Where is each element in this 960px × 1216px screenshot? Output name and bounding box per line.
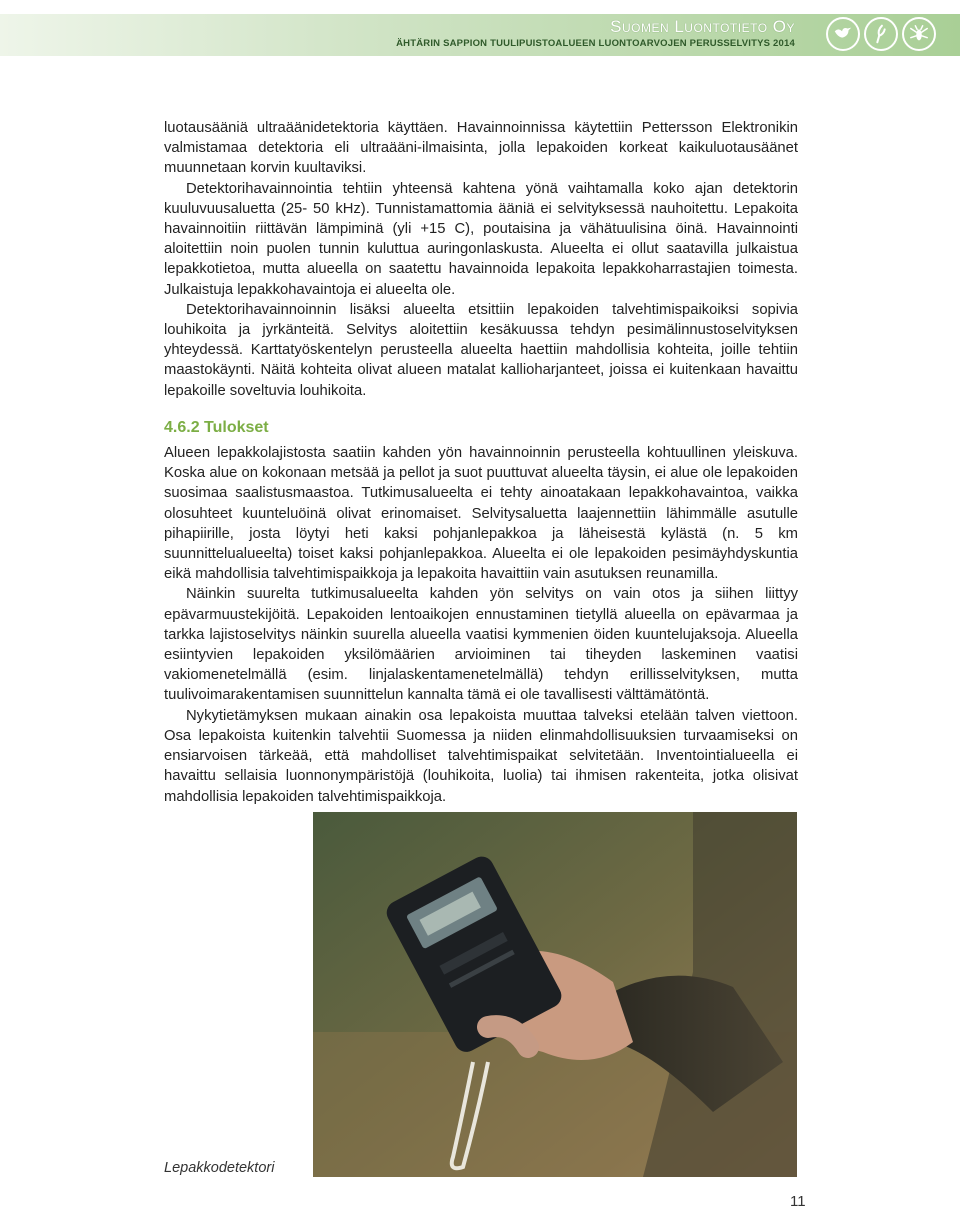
insect-logo-icon [902, 17, 936, 51]
intro-paragraph-2: Detektorihavainnointia tehtiin yhteensä kahtena yönä vaihtamalla koko ajan detektorin kuuluvuusaluetta (25- 50 kHz). Tunnistamattomia ääniä ei selvityksessä nauhoitettu. Lepakoita havainnoitiin riittävän lämpiminä (yli +15 C), poutaisina ja vähätuulisina öinä. Havainnointi aloitettiin noin puolen tunnin kuluttua auringonlaskusta. Alueelta ei ollut saatavilla julkaistua lepakkotietoa, mutta alueella on saatettu havainnoida lepakoita lepakkoharrastajien toimesta. Julkaistuja lepakkohavaintoja ei alueelta ole. [164, 180, 798, 298]
figure-caption: Lepakkodetektori [164, 1160, 275, 1176]
section-heading: 4.6.2 Tulokset [164, 418, 269, 436]
page-header [0, 14, 960, 56]
intro-paragraph-3: Detektorihavainnoinnin lisäksi alueelta etsittiin lepakoiden talvehtimispaikoiksi sopivia louhikoita ja jyrkänteitä. Selvitys aloitettiin kesäkuussa tehdyn pesimälinnustoselvityksen yhteydessä. Karttatyöskentelyn perusteella alueelta haettiin mahdollisia kohteita, joille tehtiin maastokäynti. Näitä kohteita olivat alueen matalat kallioharjanteet, joissa ei kuitenkaan havaittu lepakoille soveltuvia louhikoita. [164, 301, 798, 399]
intro-paragraph-1: luotausääniä ultraäänidetektoria käyttäen. Havainnoinnissa käytettiin Pettersson Elektronikin valmistamaa detektoria eli ultraääni-ilmaisinta, jolla lepakoiden korkeat kaikuluotausäänet muunnetaan korvin kuultaviksi. [164, 120, 798, 177]
logo-group [826, 17, 936, 51]
page-number: 11 [790, 1193, 806, 1210]
results-paragraph-3: Nykytietämyksen mukaan ainakin osa lepakoista muuttaa talveksi etelään talven viettoon. Osa lepakoista kuitenkin talvehtii Suomessa ja niiden elinmahdollisuuksien turvaamiseksi on ensiarvoisen tärkeää, että mahdolliset talvehtimispaikat selvitetään. Inventointialueella ei havaittu sellaisia luonnonympäristöjä (louhikoita, luolia) tai ihmisen rakenteita, jotka olisivat mahdollisia lepakoiden talvehtimispaikkoja. [164, 707, 798, 805]
plant-logo-icon [864, 17, 898, 51]
report-title: ÄHTÄRIN SAPPION TUULIPUISTOALUEEN LUONTOARVOJEN PERUSSELVITYS 2014 [396, 38, 795, 49]
bird-logo-icon [826, 17, 860, 51]
main-text [164, 118, 798, 807]
bat-detector-photo [313, 812, 797, 1177]
results-paragraph-1: Alueen lepakkolajistosta saatiin kahden yön havainnoinnin perusteella kohtuullinen yleiskuva. Koska alue on kokonaan metsää ja pellot ja suot puuttuvat alueelta täysin, ei alue ole lepakoiden suosimaa saalistusmaastoa. Tutkimusalueelta ei tehty ainoatakaan lepakkohavaintoa, vaikka olosuhteet kuunteluöinä olivat erinomaiset. Selvitysaluetta laajennettiin lähimmälle asutulle pihapiirille, josta löytyi heti kaksi pohjanlepakkoa ja läheisestä kylästä (n. 5 km suunnittelualueelta) toiset kaksi pohjanlepakkoa. Alueelta ei ole lepakoiden pesimäyhdyskuntia eikä mahdollisia talvehtimispaikkoja ja lepakoita havaittiin vain asutuksen reunamilla. [164, 445, 798, 583]
results-paragraph-2: Näinkin suurelta tutkimusalueelta kahden yön selvitys on vain otos ja siihen liittyy epävarmuustekijöitä. Lepakoiden lentoaikojen ennustaminen tietyllä alueella on epävarmaa ja tarkka lajistoselvitys näinkin suurella alueella vaatisi kymmenien öiden kuuntelujaksoja. Alueella esiintyvien lepakoiden yksilömäärien arvioiminen tai tiheyden laskeminen vaatisi vakiomenetelmällä (esim. linjalaskentamenetelmällä) tehdyn erillisselvityksen, mutta tuulivoimarakentamisen suunnittelun kannalta tämä ei ole tavallisesti välttämätöntä. [164, 586, 798, 704]
organization-name: Suomen Luontotieto Oy [610, 17, 795, 36]
